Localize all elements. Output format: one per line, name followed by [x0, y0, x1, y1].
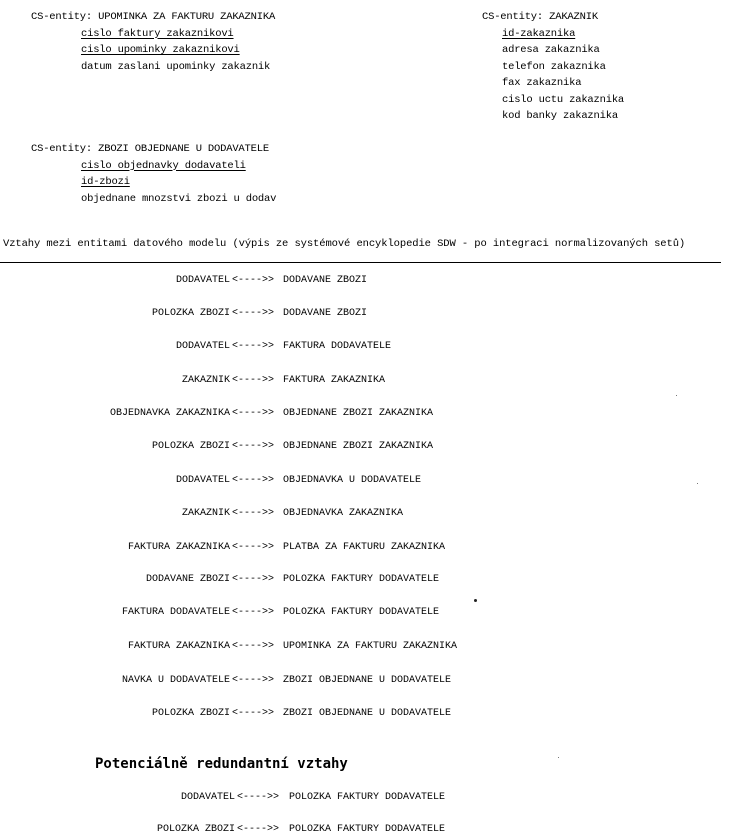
entity-attribute-key: cislo objednavky dodavateli	[81, 159, 246, 172]
redundant-relation-row	[0, 824, 734, 838]
relation-right: OBJEDNAVKA U DODAVATELE	[283, 475, 422, 486]
relation-left: ZAKAZNIK	[181, 375, 230, 386]
relation-row	[0, 708, 734, 722]
relation-arrow: <---->>	[232, 675, 275, 686]
relation-arrow: <---->>	[232, 441, 275, 452]
relation-right: PLATBA ZA FAKTURU ZAKAZNIKA	[283, 542, 446, 553]
horizontal-rule	[0, 262, 721, 263]
entity-title: CS-entity: ZBOZI OBJEDNANE U DODAVATELE	[31, 143, 269, 155]
relation-arrow: <---->>	[232, 341, 275, 352]
relation-row	[0, 308, 734, 322]
relation-left: POLOZKA ZBOZI	[151, 308, 230, 319]
relation-arrow: <---->>	[232, 408, 275, 419]
relation-left: ZAKAZNIK	[181, 508, 230, 519]
relation-left: POLOZKA ZBOZI	[151, 708, 230, 719]
relation-row	[0, 508, 734, 522]
entity-attribute: kod banky zakaznika	[502, 110, 618, 122]
redundant-heading: Potenciálně redundantní vztahy	[95, 756, 348, 772]
relation-arrow: <---->>	[232, 607, 275, 618]
relation-left: DODAVANE ZBOZI	[145, 574, 230, 585]
relation-arrow: <---->>	[232, 275, 275, 286]
relation-right: OBJEDNAVKA ZAKAZNIKA	[283, 508, 404, 519]
relation-row	[0, 574, 734, 588]
relation-row	[0, 607, 734, 621]
entity-zbozi-objednane	[31, 141, 276, 207]
relation-left: FAKTURA ZAKAZNIKA	[127, 542, 230, 553]
relation-left: OBJEDNAVKA ZAKAZNIKA	[109, 408, 230, 419]
relation-arrow: <---->>	[237, 824, 280, 835]
relation-row	[0, 441, 734, 455]
entity-attribute-key: id-zakaznika	[502, 27, 576, 40]
relation-row	[0, 542, 734, 556]
entity-title: CS-entity: UPOMINKA ZA FAKTURU ZAKAZNIKA	[31, 11, 276, 23]
relation-left: DODAVATEL	[175, 275, 230, 286]
relation-row	[0, 675, 734, 689]
relation-row	[0, 375, 734, 389]
relation-arrow: <---->>	[232, 375, 275, 386]
entity-attribute: telefon zakaznika	[502, 60, 606, 73]
relation-arrow: <---->>	[237, 792, 280, 803]
entity-attribute-key: cislo upominky zakaznikovi	[81, 44, 240, 56]
relation-left: DODAVATEL	[180, 792, 235, 803]
relation-arrow: <---->>	[232, 508, 275, 519]
relation-right: POLOZKA FAKTURY DODAVATELE	[289, 824, 446, 835]
relation-arrow: <---->>	[232, 475, 275, 486]
relation-right: POLOZKA FAKTURY DODAVATELE	[289, 792, 446, 803]
redundant-relation-row	[0, 792, 734, 806]
relation-left: POLOZKA ZBOZI	[151, 441, 230, 452]
relation-right: DODAVANE ZBOZI	[283, 275, 368, 286]
relation-right: OBJEDNANE ZBOZI ZAKAZNIKA	[283, 441, 434, 452]
relation-left: POLOZKA ZBOZI	[156, 824, 235, 835]
entity-attribute: cislo uctu zakaznika	[502, 93, 625, 106]
relation-left: FAKTURA DODAVATELE	[121, 607, 230, 618]
entity-upominka	[31, 9, 275, 75]
relation-right: UPOMINKA ZA FAKTURU ZAKAZNIKA	[283, 641, 458, 652]
relation-right: FAKTURA ZAKAZNIKA	[283, 375, 386, 386]
scan-speck	[676, 395, 677, 396]
relation-arrow: <---->>	[232, 542, 275, 553]
entity-title: CS-entity: ZAKAZNIK	[482, 11, 598, 23]
relation-row	[0, 408, 734, 422]
entity-attribute-key: id-zbozi	[81, 176, 130, 188]
entity-attribute-key: cislo faktury zakaznikovi	[81, 27, 234, 40]
entity-attribute: fax zakaznika	[502, 77, 582, 89]
section-heading: Vztahy mezi entitami datového modelu (výpis ze systémové encyklopedie SDW - po integraci normalizovaných setů)	[3, 238, 686, 250]
relation-arrow: <---->>	[232, 641, 275, 652]
relation-right: ZBOZI OBJEDNANE U DODAVATELE	[283, 675, 452, 686]
relation-right: POLOZKA FAKTURY DODAVATELE	[283, 607, 440, 618]
entity-attribute: objednane mnozstvi zbozi u dodav	[81, 192, 277, 205]
relation-right: DODAVANE ZBOZI	[283, 308, 368, 319]
relation-right: POLOZKA FAKTURY DODAVATELE	[283, 574, 440, 585]
relation-row	[0, 475, 734, 489]
relation-right: ZBOZI OBJEDNANE U DODAVATELE	[283, 708, 452, 719]
relation-row	[0, 275, 734, 289]
entity-attribute: datum zaslani upominky zakaznik	[81, 60, 271, 73]
entity-zakaznik	[482, 9, 624, 125]
scan-speck	[474, 599, 477, 602]
relation-left: NAVKA U DODAVATELE	[121, 675, 230, 686]
scan-speck	[697, 483, 698, 484]
relation-row	[0, 341, 734, 355]
relation-arrow: <---->>	[232, 708, 275, 719]
relation-left: DODAVATEL	[175, 341, 230, 352]
relation-right: OBJEDNANE ZBOZI ZAKAZNIKA	[283, 408, 434, 419]
relation-left: FAKTURA ZAKAZNIKA	[127, 641, 230, 652]
relation-row	[0, 641, 734, 655]
relation-right: FAKTURA DODAVATELE	[283, 341, 392, 352]
relation-arrow: <---->>	[232, 308, 275, 319]
relation-arrow: <---->>	[232, 574, 275, 585]
scan-speck	[558, 757, 559, 758]
entity-attribute: adresa zakaznika	[502, 44, 600, 56]
relation-left: DODAVATEL	[175, 475, 230, 486]
